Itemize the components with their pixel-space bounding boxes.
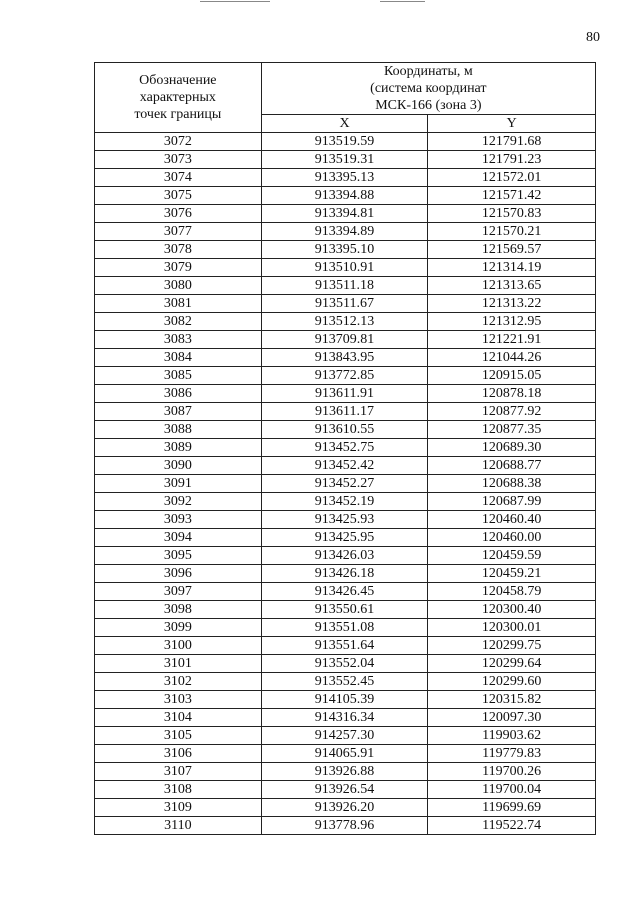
table-row <box>95 529 596 547</box>
point-id-cell: 3103 <box>95 691 262 709</box>
x-coordinate-cell: 914105.39 <box>261 691 428 709</box>
y-coordinate-cell: 119700.26 <box>428 763 596 781</box>
x-coordinate-cell: 913772.85 <box>261 367 428 385</box>
y-coordinate-cell: 121044.26 <box>428 349 596 367</box>
point-id-cell: 3096 <box>95 565 262 583</box>
point-id-cell: 3092 <box>95 493 262 511</box>
table-row <box>95 349 596 367</box>
table-row <box>95 403 596 421</box>
point-id-cell: 3110 <box>95 817 262 835</box>
point-id-cell: 3098 <box>95 601 262 619</box>
x-coordinate-cell: 914316.34 <box>261 709 428 727</box>
y-coordinate-cell: 119699.69 <box>428 799 596 817</box>
x-coordinate-cell: 913394.89 <box>261 223 428 241</box>
table-row <box>95 259 596 277</box>
header-y: Y <box>428 115 596 133</box>
table-row <box>95 493 596 511</box>
y-coordinate-cell: 120687.99 <box>428 493 596 511</box>
header-points-line: точек границы <box>134 107 222 122</box>
y-coordinate-cell: 120315.82 <box>428 691 596 709</box>
header-coordinates-line: МСК-166 (зона 3) <box>375 98 482 113</box>
x-coordinate-cell: 913709.81 <box>261 331 428 349</box>
point-id-cell: 3075 <box>95 187 262 205</box>
x-coordinate-cell: 913426.18 <box>261 565 428 583</box>
table-row <box>95 709 596 727</box>
table-row <box>95 583 596 601</box>
y-coordinate-cell: 120915.05 <box>428 367 596 385</box>
y-coordinate-cell: 121791.23 <box>428 151 596 169</box>
point-id-cell: 3101 <box>95 655 262 673</box>
header-x: X <box>261 115 428 133</box>
table-row <box>95 241 596 259</box>
point-id-cell: 3087 <box>95 403 262 421</box>
point-id-cell: 3091 <box>95 475 262 493</box>
point-id-cell: 3093 <box>95 511 262 529</box>
header-coordinates-line: Координаты, м <box>383 64 473 79</box>
x-coordinate-cell: 913552.04 <box>261 655 428 673</box>
point-id-cell: 3089 <box>95 439 262 457</box>
y-coordinate-cell: 119779.83 <box>428 745 596 763</box>
table-row <box>95 565 596 583</box>
y-coordinate-cell: 120458.79 <box>428 583 596 601</box>
table-row <box>95 799 596 817</box>
x-coordinate-cell: 913551.08 <box>261 619 428 637</box>
y-coordinate-cell: 121572.01 <box>428 169 596 187</box>
y-coordinate-cell: 120877.35 <box>428 421 596 439</box>
y-coordinate-cell: 120688.38 <box>428 475 596 493</box>
table-row <box>95 151 596 169</box>
x-coordinate-cell: 913611.17 <box>261 403 428 421</box>
table-row <box>95 745 596 763</box>
point-id-cell: 3077 <box>95 223 262 241</box>
point-id-cell: 3086 <box>95 385 262 403</box>
table-row <box>95 763 596 781</box>
point-id-cell: 3076 <box>95 205 262 223</box>
x-coordinate-cell: 913452.75 <box>261 439 428 457</box>
x-coordinate-cell: 913843.95 <box>261 349 428 367</box>
y-coordinate-cell: 121570.21 <box>428 223 596 241</box>
x-coordinate-cell: 913610.55 <box>261 421 428 439</box>
x-coordinate-cell: 913452.42 <box>261 457 428 475</box>
x-coordinate-cell: 913452.19 <box>261 493 428 511</box>
table-row <box>95 439 596 457</box>
x-coordinate-cell: 913611.91 <box>261 385 428 403</box>
page-number: 80 <box>586 30 600 45</box>
table-row <box>95 727 596 745</box>
point-id-cell: 3082 <box>95 313 262 331</box>
point-id-cell: 3072 <box>95 133 262 151</box>
header-points-line: Обозначение <box>139 73 217 88</box>
table-row <box>95 331 596 349</box>
table-body <box>95 133 596 835</box>
y-coordinate-cell: 121313.65 <box>428 277 596 295</box>
y-coordinate-cell: 120689.30 <box>428 439 596 457</box>
header-points <box>95 63 262 133</box>
x-coordinate-cell: 913551.64 <box>261 637 428 655</box>
x-coordinate-cell: 913395.13 <box>261 169 428 187</box>
y-coordinate-cell: 121791.68 <box>428 133 596 151</box>
x-coordinate-cell: 913552.45 <box>261 673 428 691</box>
table-row <box>95 673 596 691</box>
y-coordinate-cell: 120459.21 <box>428 565 596 583</box>
point-id-cell: 3102 <box>95 673 262 691</box>
y-coordinate-cell: 121569.57 <box>428 241 596 259</box>
x-coordinate-cell: 913394.88 <box>261 187 428 205</box>
x-coordinate-cell: 913926.20 <box>261 799 428 817</box>
y-coordinate-cell: 121312.95 <box>428 313 596 331</box>
table-row <box>95 205 596 223</box>
scan-artifact-marks <box>0 0 640 6</box>
x-coordinate-cell: 913511.18 <box>261 277 428 295</box>
y-coordinate-cell: 120459.59 <box>428 547 596 565</box>
point-id-cell: 3094 <box>95 529 262 547</box>
point-id-cell: 3085 <box>95 367 262 385</box>
x-coordinate-cell: 913425.95 <box>261 529 428 547</box>
table-row <box>95 421 596 439</box>
y-coordinate-cell: 120300.40 <box>428 601 596 619</box>
point-id-cell: 3109 <box>95 799 262 817</box>
table-row <box>95 781 596 799</box>
table-row <box>95 655 596 673</box>
y-coordinate-cell: 120460.00 <box>428 529 596 547</box>
table-row <box>95 637 596 655</box>
y-coordinate-cell: 120299.64 <box>428 655 596 673</box>
x-coordinate-cell: 913512.13 <box>261 313 428 331</box>
y-coordinate-cell: 121570.83 <box>428 205 596 223</box>
x-coordinate-cell: 913395.10 <box>261 241 428 259</box>
table-row <box>95 457 596 475</box>
table-row <box>95 277 596 295</box>
point-id-cell: 3073 <box>95 151 262 169</box>
point-id-cell: 3080 <box>95 277 262 295</box>
y-coordinate-cell: 121314.19 <box>428 259 596 277</box>
y-coordinate-cell: 120097.30 <box>428 709 596 727</box>
x-coordinate-cell: 913778.96 <box>261 817 428 835</box>
point-id-cell: 3081 <box>95 295 262 313</box>
table-row <box>95 601 596 619</box>
y-coordinate-cell: 121571.42 <box>428 187 596 205</box>
x-coordinate-cell: 913426.45 <box>261 583 428 601</box>
table-row <box>95 295 596 313</box>
point-id-cell: 3107 <box>95 763 262 781</box>
point-id-cell: 3097 <box>95 583 262 601</box>
point-id-cell: 3108 <box>95 781 262 799</box>
point-id-cell: 3105 <box>95 727 262 745</box>
y-coordinate-cell: 120878.18 <box>428 385 596 403</box>
point-id-cell: 3078 <box>95 241 262 259</box>
y-coordinate-cell: 121221.91 <box>428 331 596 349</box>
y-coordinate-cell: 119903.62 <box>428 727 596 745</box>
x-coordinate-cell: 913519.59 <box>261 133 428 151</box>
table-row <box>95 187 596 205</box>
x-coordinate-cell: 913511.67 <box>261 295 428 313</box>
y-coordinate-cell: 121313.22 <box>428 295 596 313</box>
x-coordinate-cell: 914065.91 <box>261 745 428 763</box>
table-row <box>95 169 596 187</box>
point-id-cell: 3074 <box>95 169 262 187</box>
point-id-cell: 3083 <box>95 331 262 349</box>
x-coordinate-cell: 913510.91 <box>261 259 428 277</box>
y-coordinate-cell: 120688.77 <box>428 457 596 475</box>
table-row <box>95 475 596 493</box>
y-coordinate-cell: 119522.74 <box>428 817 596 835</box>
x-coordinate-cell: 913519.31 <box>261 151 428 169</box>
point-id-cell: 3079 <box>95 259 262 277</box>
point-id-cell: 3095 <box>95 547 262 565</box>
y-coordinate-cell: 120299.60 <box>428 673 596 691</box>
header-coordinates <box>261 63 595 115</box>
y-coordinate-cell: 120460.40 <box>428 511 596 529</box>
header-points-line: характерных <box>139 90 216 105</box>
table-row <box>95 817 596 835</box>
point-id-cell: 3090 <box>95 457 262 475</box>
point-id-cell: 3084 <box>95 349 262 367</box>
x-coordinate-cell: 913394.81 <box>261 205 428 223</box>
x-coordinate-cell: 913426.03 <box>261 547 428 565</box>
table-row <box>95 511 596 529</box>
table-row <box>95 385 596 403</box>
x-coordinate-cell: 914257.30 <box>261 727 428 745</box>
point-id-cell: 3106 <box>95 745 262 763</box>
y-coordinate-cell: 120877.92 <box>428 403 596 421</box>
x-coordinate-cell: 913550.61 <box>261 601 428 619</box>
x-coordinate-cell: 913425.93 <box>261 511 428 529</box>
header-coordinates-line: (система координат <box>370 81 487 96</box>
table-row <box>95 619 596 637</box>
x-coordinate-cell: 913452.27 <box>261 475 428 493</box>
x-coordinate-cell: 913926.54 <box>261 781 428 799</box>
point-id-cell: 3104 <box>95 709 262 727</box>
table-row <box>95 313 596 331</box>
coordinates-table <box>94 62 596 835</box>
table-row <box>95 367 596 385</box>
x-coordinate-cell: 913926.88 <box>261 763 428 781</box>
table-row <box>95 691 596 709</box>
point-id-cell: 3088 <box>95 421 262 439</box>
point-id-cell: 3099 <box>95 619 262 637</box>
table-row <box>95 133 596 151</box>
table-row <box>95 547 596 565</box>
point-id-cell: 3100 <box>95 637 262 655</box>
y-coordinate-cell: 120299.75 <box>428 637 596 655</box>
y-coordinate-cell: 120300.01 <box>428 619 596 637</box>
table-row <box>95 223 596 241</box>
y-coordinate-cell: 119700.04 <box>428 781 596 799</box>
